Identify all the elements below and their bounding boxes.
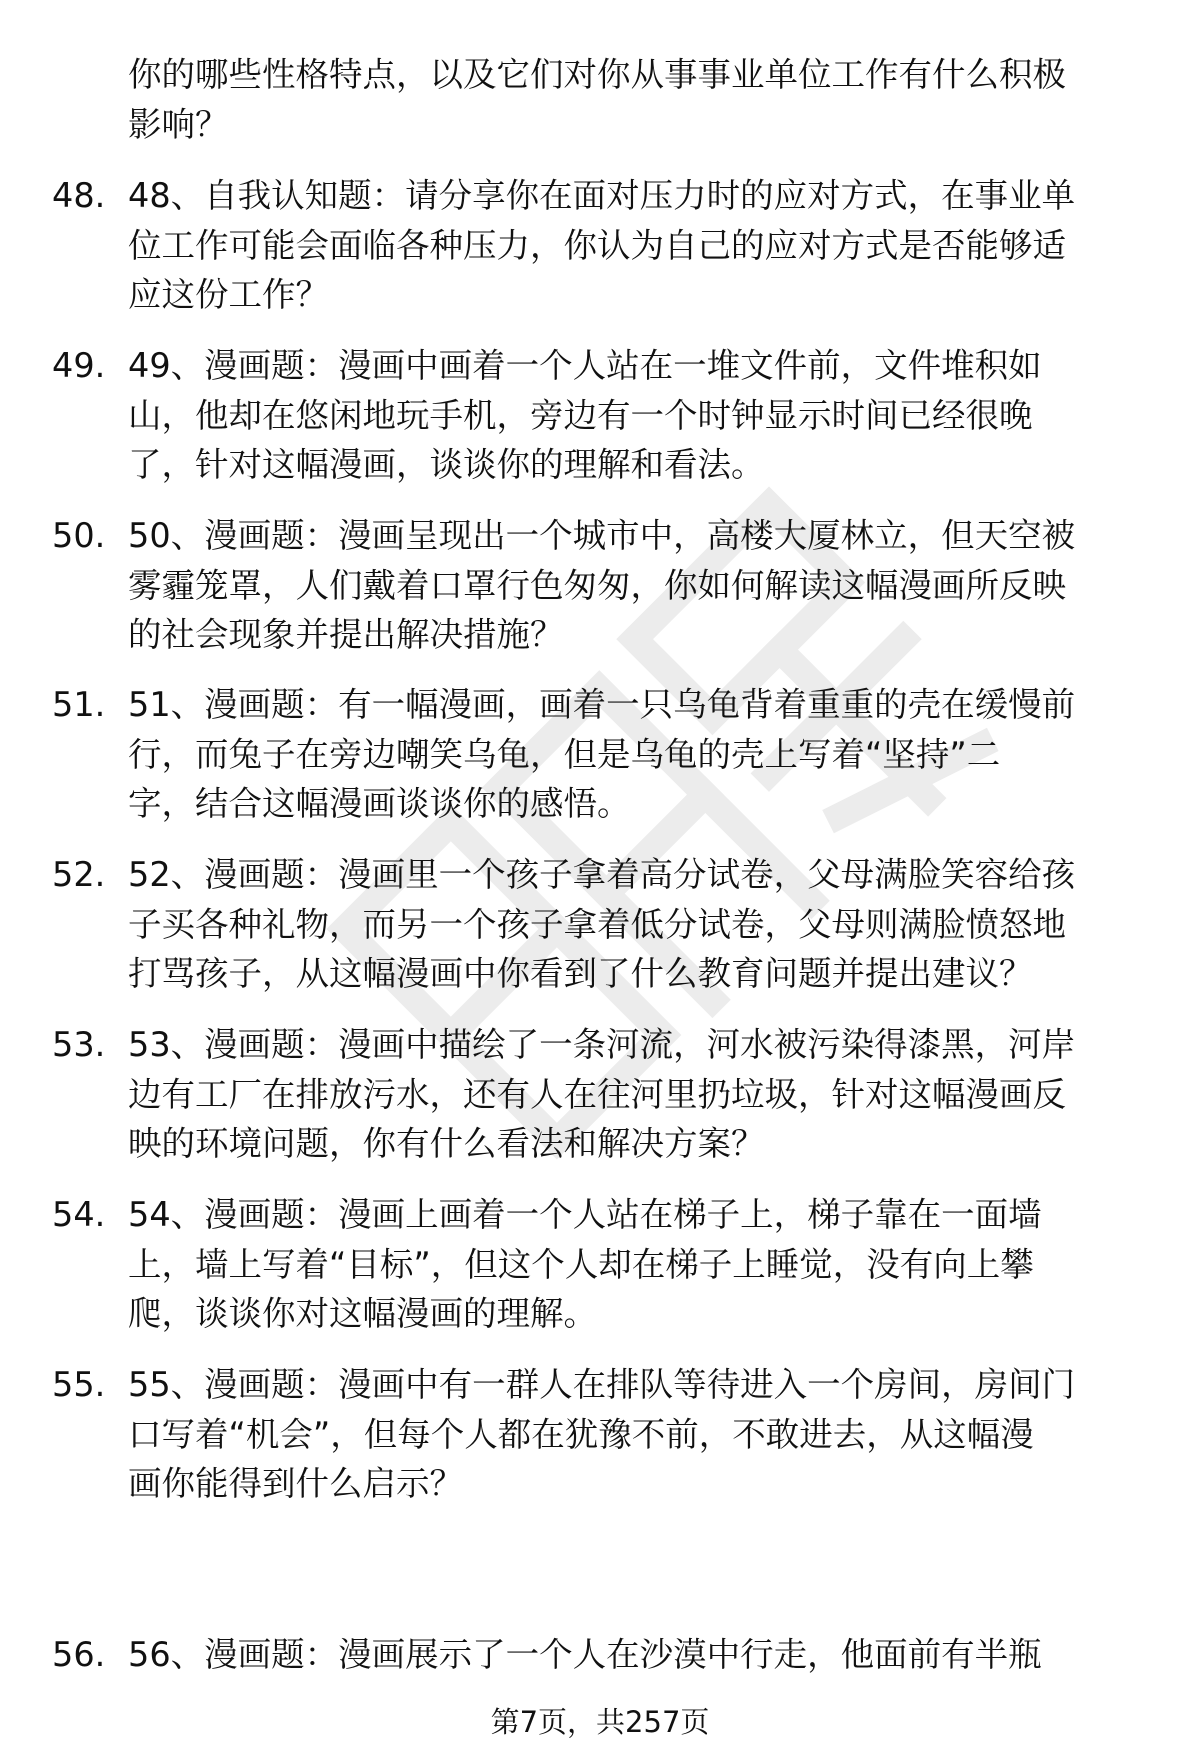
item-number: 48. — [52, 176, 106, 215]
list-item: 48. 48、自我认知题：请分享你在面对压力时的应对方式，在事业单 — [0, 167, 1200, 225]
text-line: 了，针对这幅漫画，谈谈你的理解和看法。 — [128, 445, 765, 484]
text-line: 你的哪些性格特点，以及它们对你从事事业单位工作有什么积极 — [128, 55, 1066, 94]
text-line: 爬，谈谈你对这幅漫画的理解。 — [128, 1294, 597, 1333]
text-line: 边有工厂在排放污水，还有人在往河里扔垃圾，针对这幅漫画反 — [128, 1075, 1066, 1114]
text-line: 雾霾笼罩，人们戴着口罩行色匆匆，你如何解读这幅漫画所反映 — [128, 566, 1066, 605]
list-item: 54. 54、漫画题：漫画上画着一个人站在梯子上，梯子靠在一面墙 — [0, 1186, 1200, 1244]
text-line: 映的环境问题，你有什么看法和解决方案？ — [128, 1124, 765, 1163]
list-item: 56. 56、漫画题：漫画展示了一个人在沙漠中行走，他面前有半瓶 — [0, 1626, 1200, 1684]
text-line: 口写着“机会”，但每个人都在犹豫不前，不敢进去，从这幅漫 — [128, 1415, 1034, 1454]
list-item: 55. 55、漫画题：漫画中有一群人在排队等待进入一个房间，房间门 — [0, 1356, 1200, 1414]
item-number: 56. — [52, 1635, 106, 1674]
text-line: 的社会现象并提出解决措施？ — [128, 615, 564, 654]
text-line: 子买各种礼物，而另一个孩子拿着低分试卷，父母则满脸愤怒地 — [128, 905, 1066, 944]
item-number: 53. — [52, 1025, 106, 1064]
text-line: 位工作可能会面临各种压力，你认为自己的应对方式是否能够适 — [128, 226, 1066, 265]
text-line: 打骂孩子，从这幅漫画中你看到了什么教育问题并提出建议？ — [128, 954, 1033, 993]
item-number: 49. — [52, 346, 106, 385]
text-line: 字，结合这幅漫画谈谈你的感悟。 — [128, 784, 631, 823]
item-number: 52. — [52, 855, 106, 894]
text-line: 应这份工作？ — [128, 275, 329, 314]
item-number: 55. — [52, 1365, 106, 1404]
list-item: 52. 52、漫画题：漫画里一个孩子拿着高分试卷，父母满脸笑容给孩 — [0, 846, 1200, 904]
text-line: 行，而兔子在旁边嘲笑乌龟，但是乌龟的壳上写着“坚持”二 — [128, 735, 1001, 774]
list-item: 51. 51、漫画题：有一幅漫画，画着一只乌龟背着重重的壳在缓慢前 — [0, 676, 1200, 734]
text-line: 山，他却在悠闲地玩手机，旁边有一个时钟显示时间已经很晚 — [128, 396, 1033, 435]
list-item: 50. 50、漫画题：漫画呈现出一个城市中，高楼大厦林立，但天空被 — [0, 507, 1200, 565]
list-item: 53. 53、漫画题：漫画中描绘了一条河流，河水被污染得漆黑，河岸 — [0, 1016, 1200, 1074]
page-footer: 第7页，共257页 — [490, 1705, 710, 1739]
item-number: 51. — [52, 685, 106, 724]
item-number: 50. — [52, 516, 106, 555]
text-line: 画你能得到什么启示？ — [128, 1464, 463, 1503]
text-line: 影响？ — [128, 105, 229, 144]
item-number: 54. — [52, 1195, 106, 1234]
list-item: 49. 49、漫画题：漫画中画着一个人站在一堆文件前，文件堆积如 — [0, 337, 1200, 395]
text-line: 上，墙上写着“目标”，但这个人却在梯子上睡觉，没有向上攀 — [128, 1245, 1034, 1284]
